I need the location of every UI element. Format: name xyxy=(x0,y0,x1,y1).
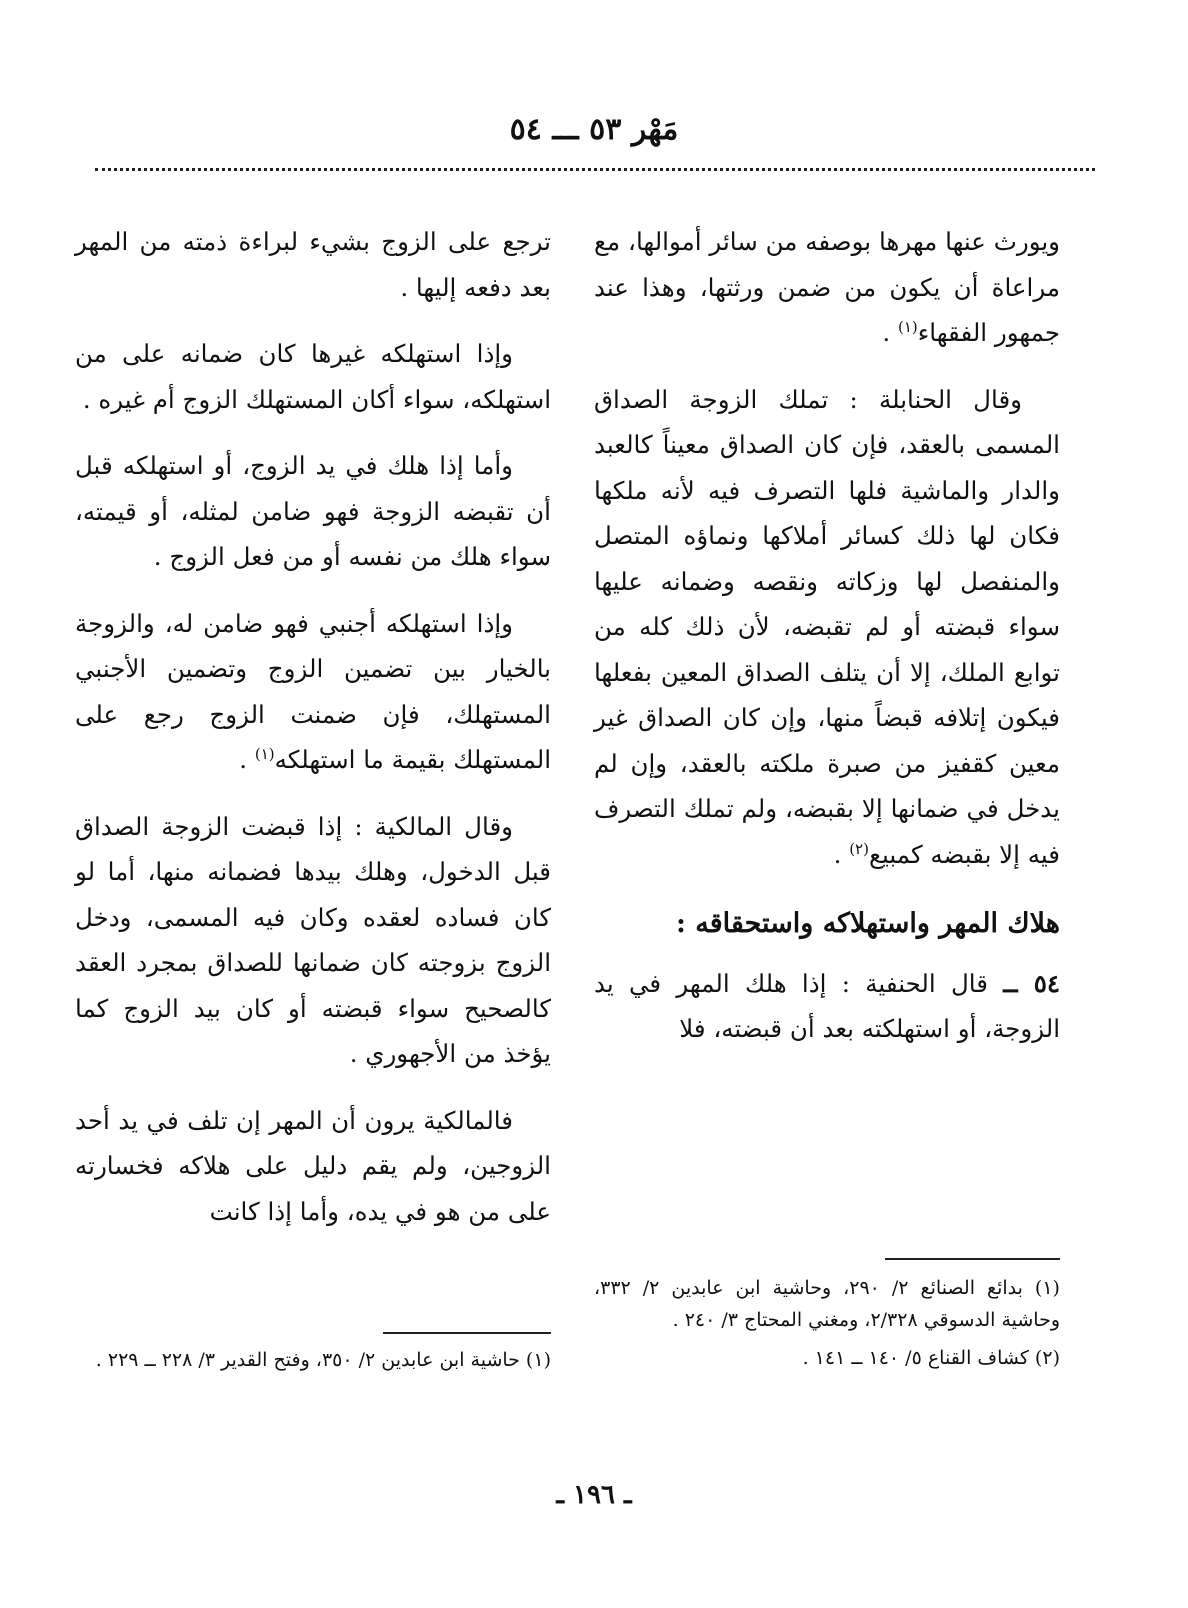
paragraph: وإذا استهلكه أجنبي فهو ضامن له، والزوجة بالخيار بين تضمين الزوج وتضمين الأجنبي المستهلك، فإن ضمنت الزوج رجع على المستهلك بقيمة ما استهلكه$^{(١)}$ . xyxy=(75,608,551,774)
paragraph: ويورث عنها مهرها بوصفه من سائر أموالها، مع مراعاة أن يكون من ضمن ورثتها، وهذا عند جمهور الفقهاء$^{(١)}$ . xyxy=(594,227,1060,347)
footnote: (١) بدائع الصنائع ٢/ ٢٩٠، وحاشية ابن عابدين ٢/ ٣٣٢، وحاشية الدسوقي ٢/٣٢٨، ومغني المحتاج ٣/ ٢٤٠ . xyxy=(594,1277,1060,1331)
right-column xyxy=(594,219,1060,1073)
paragraph: وقال الحنابلة : تملك الزوجة الصداق المسمى بالعقد، فإن كان الصداق معيناً كالعبد والدار والماشية فلها التصرف فيه لأنه ملكها فكان لها ذلك كسائر أملاكها ونماؤه المتصل والمنفصل لها وزكاته ونقصه وضمانه عليها سواء قبضته أو لم تقبضه، لأن ذلك كله من توابع الملك، إلا أن يتلف الصداق المعين بفعلها فيكون إتلافه قبضاً منها، وإن كان الصداق غير معين كقفيز من صبرة ملكته بالعقد، وإن لم يدخل في ضمانها إلا بقبضه، ولم تملك التصرف فيه إلا بقبضه كمبيع$^{(٢)}$ . xyxy=(594,384,1060,869)
footnote-divider xyxy=(383,1332,551,1334)
footnote: (١) حاشية ابن عابدين ٢/ ٣٥٠، وفتح القدير ٣/ ٢٢٨ ــ ٢٢٩ . xyxy=(95,1349,551,1371)
header-dotted-divider xyxy=(95,168,1095,171)
section-number: ٥٤ ــ xyxy=(1003,968,1061,998)
footnote-ref[interactable]: (١) xyxy=(898,317,918,336)
left-column xyxy=(75,219,551,1255)
page-number: ـ ١٩٦ ـ xyxy=(556,1480,632,1510)
footnote-ref[interactable]: (٢) xyxy=(849,839,869,858)
footnote-divider xyxy=(885,1258,1060,1260)
footnote-ref[interactable]: (١) xyxy=(254,744,275,763)
left-footnotes xyxy=(75,1344,551,1382)
section-heading: هلاك المهر واستهلاكه واستحقاقه : xyxy=(675,908,1060,939)
paragraph: ترجع على الزوج بشيء لبراءة ذمته من المهر بعد دفعه إليها . xyxy=(75,227,551,302)
footnote: (٢) كشاف القناع ٥/ ١٤٠ ــ ١٤١ . xyxy=(802,1347,1060,1369)
paragraph: وأما إذا هلك في يد الزوج، أو استهلكه قبل أن تقبضه الزوجة فهو ضامن لمثله، أو قيمته، سواء هلك من نفسه أو من فعل الزوج . xyxy=(75,451,551,571)
paragraph: فالمالكية يرون أن المهر إن تلف في يد أحد الزوجين، ولم يقم دليل على هلاكه فخسارته على من هو في يده، وأما إذا كانت xyxy=(75,1105,551,1226)
running-header: مَهْر ٥٣ ـــ ٥٤ xyxy=(509,112,679,147)
paragraph: وإذا استهلكه غيرها كان ضمانه على من استهلكه، سواء أكان المستهلك الزوج أم غيره . xyxy=(75,339,551,414)
right-footnotes xyxy=(594,1272,1060,1380)
paragraph: وقال المالكية : إذا قبضت الزوجة الصداق قبل الدخول، وهلك بيدها فضمانه منها، أما لو كان فساده لعقده وكان فيه المسمى، ودخل الزوج بزوجته كان ضمانها للصداق بمجرد العقد كالصحيح سواء قبضته أو كان بيد الزوج كما يؤخذ من الأجهوري . xyxy=(75,811,551,1068)
paragraph: ٥٤ ــ قال الحنفية : إذا هلك المهر في يد الزوجة، أو استهلكته بعد أن قبضته، فلا xyxy=(594,968,1061,1043)
